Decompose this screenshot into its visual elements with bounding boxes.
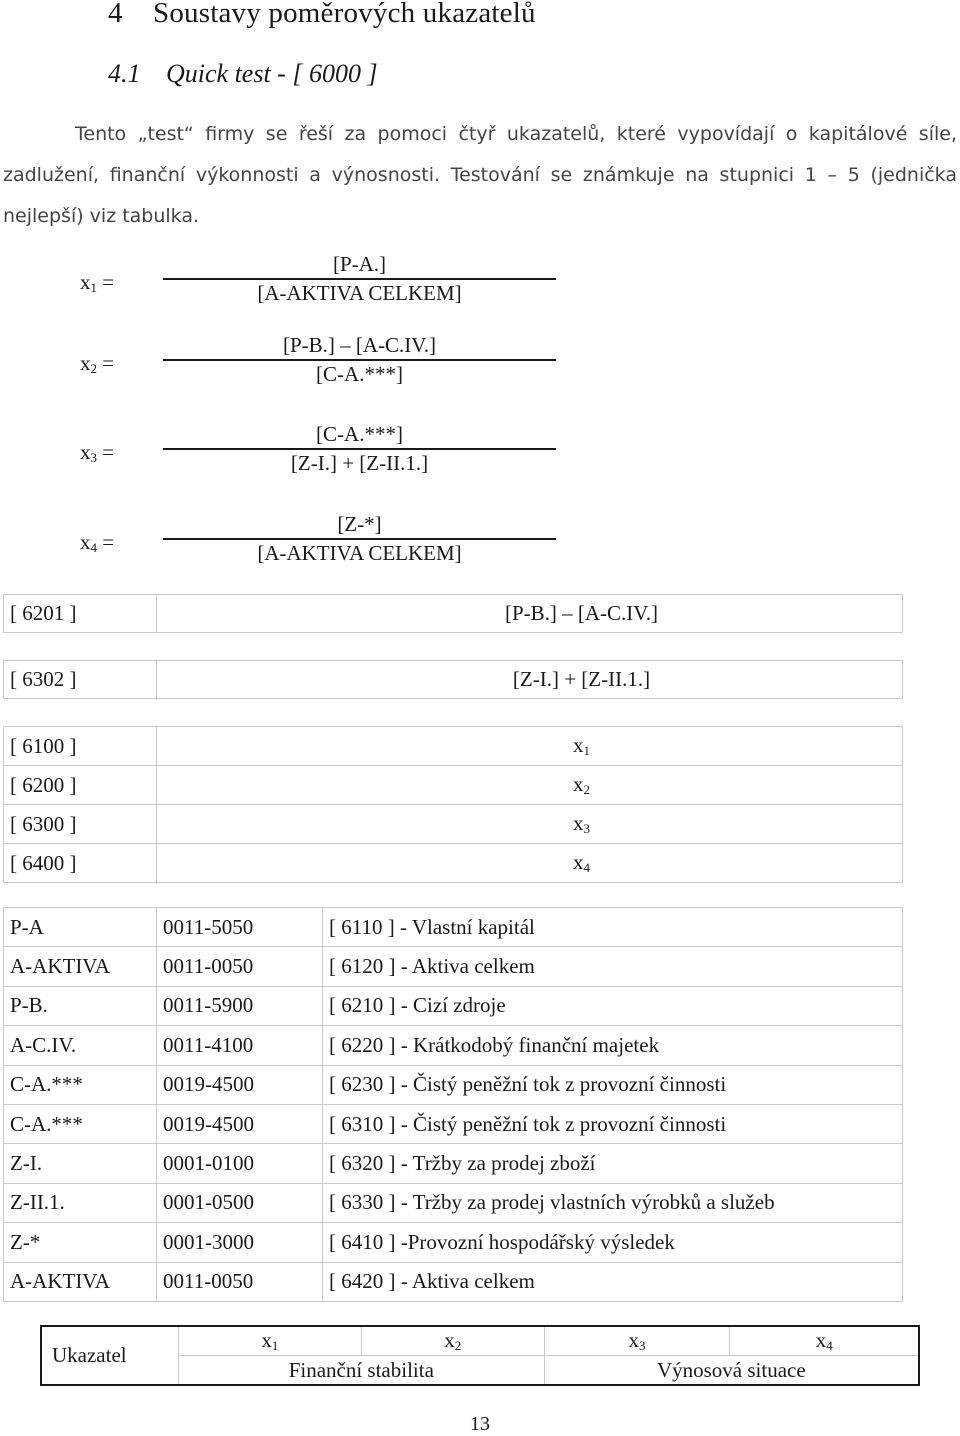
formula-x3 [0,422,960,496]
item-cell: C-A.*** [4,1065,157,1104]
item-cell: A-C.IV. [4,1026,157,1065]
table-row [4,1183,903,1222]
intro-line: Tento „test“ firmy se řeší za pomoci čtyř ukazatelů, které vypovídají o kapitálové síle, [75,123,957,145]
description-cell: [ 6320 ] - Tržby za prodej zboží [323,1144,903,1183]
item-cell: A-AKTIVA [4,947,157,986]
code-cell: [ 6300 ] [4,805,157,844]
table-row [4,844,903,883]
indicator-header-cell: $x_1$ [179,1326,362,1356]
section-title: Quick test - [ 6000 ] [166,59,378,88]
range-cell: 0001-3000 [157,1223,323,1262]
fraction-bar [163,278,556,280]
fraction-bar [163,538,556,540]
code-cell: [ 6302 ] [4,661,157,699]
formula-lhs: $x_4$ = [80,530,115,555]
table-row [4,1223,903,1262]
formula-numerator: [P-B.] – [A-C.IV.] [282,333,437,357]
formula-x1 [0,252,960,326]
indicator-code-table [3,726,903,883]
formula-numerator: [P-A.] [332,252,387,276]
row-header-cell: Ukazatel [41,1326,179,1385]
formula-lhs: $x_2$ = [80,351,115,376]
indicator-cell: $x_4$ [157,844,903,883]
range-cell: 0011-5050 [157,908,323,947]
range-cell: 0011-5900 [157,986,323,1025]
description-cell: [ 6120 ] - Aktiva celkem [323,947,903,986]
range-cell: 0019-4500 [157,1065,323,1104]
chapter-heading [108,0,536,29]
code-cell: [ 6200 ] [4,766,157,805]
table-row [4,661,903,699]
indicator-header-cell: $x_4$ [730,1326,919,1356]
formula-numerator: [Z-*] [337,512,382,536]
description-cell: [ 6110 ] - Vlastní kapitál [323,908,903,947]
indicator-cell: $x_3$ [157,805,903,844]
range-cell: 0001-0100 [157,1144,323,1183]
indicator-summary-table [40,1325,920,1386]
table-row [4,1262,903,1301]
group-cell: Finanční stabilita [179,1356,545,1386]
range-cell: 0019-4500 [157,1104,323,1143]
item-cell: A-AKTIVA [4,1262,157,1301]
description-cell: [ 6230 ] - Čistý peněžní tok z provozní činnosti [323,1065,903,1104]
definition-table-6302 [3,660,903,699]
item-cell: Z-* [4,1223,157,1262]
formula-denominator: [Z-I.] + [Z-II.1.] [290,451,429,475]
group-cell: Výnosová situace [544,1356,919,1386]
description-cell: [ 6310 ] - Čistý peněžní tok z provozní činnosti [323,1104,903,1143]
intro-line: zadlužení, finanční výkonnosti a výnosnosti. Testování se známkuje na stupnici 1 – 5 (jednička [3,164,957,186]
fraction-bar [163,359,556,361]
formula-x4 [0,512,960,586]
expression-cell: [Z-I.] + [Z-II.1.] [157,661,903,699]
table-row [4,766,903,805]
indicator-header-cell: $x_2$ [361,1326,544,1356]
indicator-cell: $x_1$ [157,727,903,766]
range-cell: 0011-0050 [157,1262,323,1301]
page-number: 13 [470,1413,490,1435]
table-row [4,805,903,844]
table-row [4,595,903,633]
range-cell: 0001-0500 [157,1183,323,1222]
table-row [4,727,903,766]
table-row [4,1065,903,1104]
code-cell: [ 6100 ] [4,727,157,766]
indicator-header-cell: $x_3$ [544,1326,730,1356]
indicator-cell: $x_2$ [157,766,903,805]
formula-denominator: [C-A.***] [316,362,403,386]
description-cell: [ 6210 ] - Cizí zdroje [323,986,903,1025]
formula-lhs: $x_1$ = [80,270,115,295]
chapter-title: Soustavy poměrových ukazatelů [153,0,536,29]
description-cell: [ 6220 ] - Krátkodobý finanční majetek [323,1026,903,1065]
item-cell: P-B. [4,986,157,1025]
formula-denominator: [A-AKTIVA CELKEM] [257,281,462,305]
code-cell: [ 6201 ] [4,595,157,633]
table-row [4,986,903,1025]
section-number: 4.1 [108,59,141,88]
intro-line: nejlepší) viz tabulka. [3,205,200,227]
table-row [4,947,903,986]
table-row [4,1026,903,1065]
expression-cell: [P-B.] – [A-C.IV.] [157,595,903,633]
table-row [4,908,903,947]
intro-paragraph [3,114,957,237]
section-heading [108,59,378,89]
table-row [4,1144,903,1183]
definition-table-6201 [3,594,903,633]
description-cell: [ 6330 ] - Tržby za prodej vlastních výrobků a služeb [323,1183,903,1222]
formula-lhs: $x_3$ = [80,440,115,465]
chapter-number: 4 [108,0,123,29]
range-cell: 0011-0050 [157,947,323,986]
table-row [4,1104,903,1143]
description-cell: [ 6420 ] - Aktiva celkem [323,1262,903,1301]
fraction-bar [163,448,556,450]
item-cell: Z-II.1. [4,1183,157,1222]
item-cell: C-A.*** [4,1104,157,1143]
item-cell: Z-I. [4,1144,157,1183]
item-cell: P-A [4,908,157,947]
formula-numerator: [C-A.***] [316,422,403,446]
description-cell: [ 6410 ] -Provozní hospodářský výsledek [323,1223,903,1262]
formula-denominator: [A-AKTIVA CELKEM] [257,541,462,565]
code-cell: [ 6400 ] [4,844,157,883]
table-row [41,1326,919,1356]
range-cell: 0011-4100 [157,1026,323,1065]
mapping-table [3,907,903,1302]
formula-x2 [0,333,960,407]
